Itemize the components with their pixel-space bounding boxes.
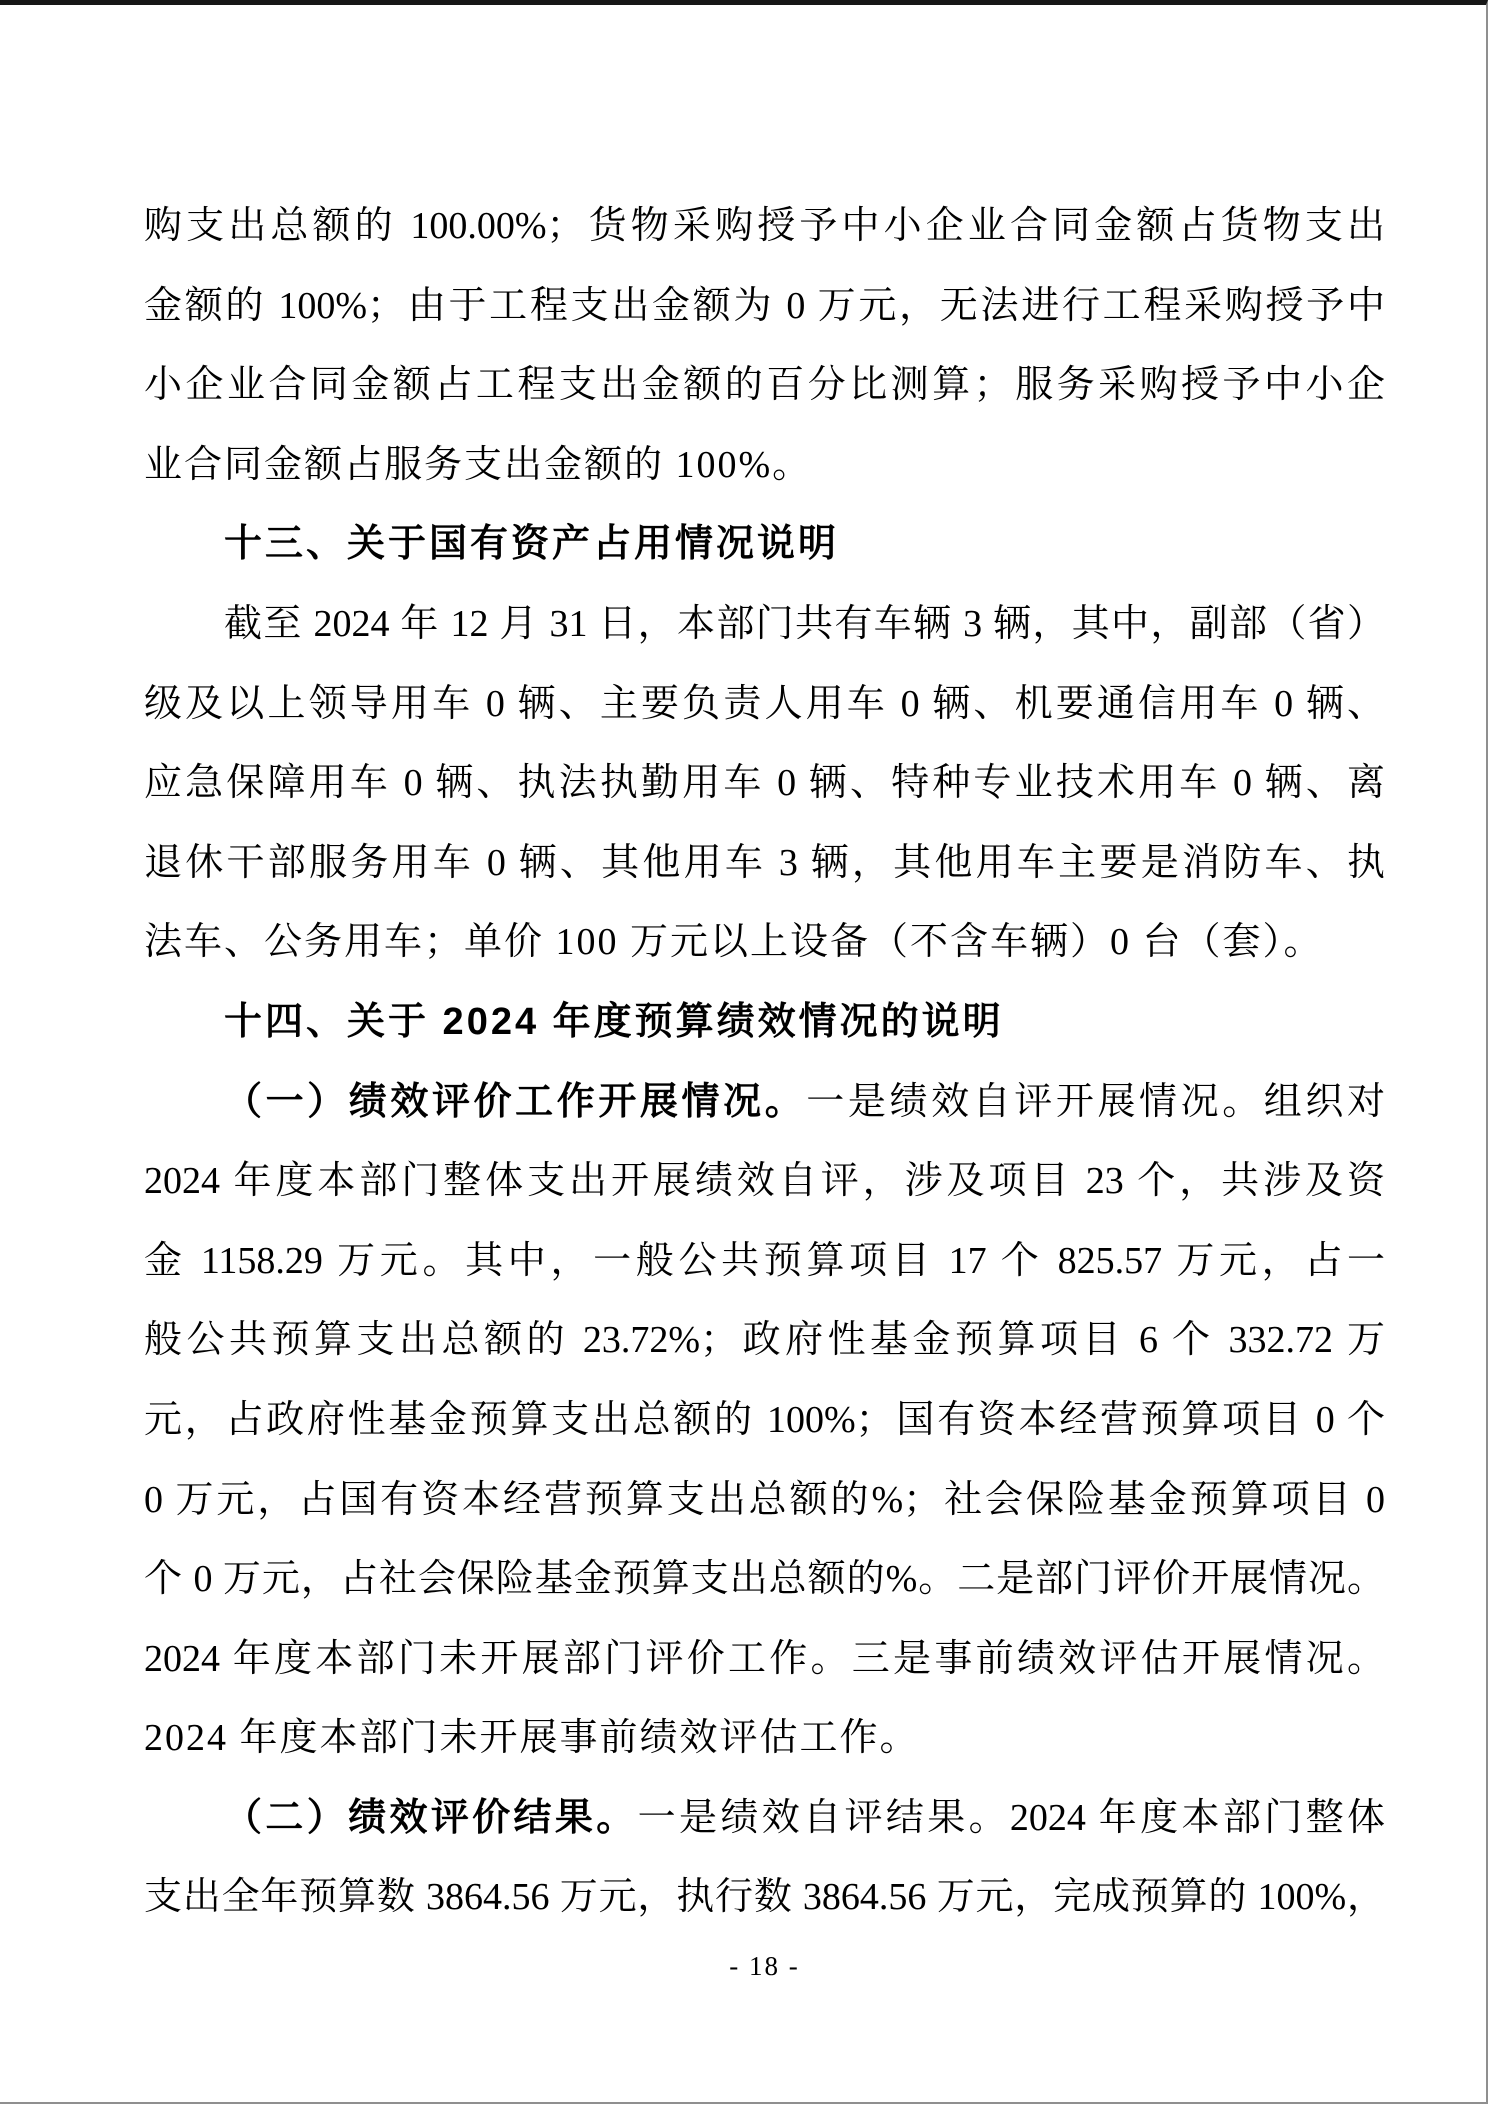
text-line: 金额的 100%；由于工程支出金额为 0 万元，无法进行工程采购授予中 (144, 284, 1385, 327)
bold-run: （一）绩效评价工作开展情况。 (224, 1080, 807, 1123)
text-line (144, 1779, 1385, 1859)
text-line: 0 万元，占国有资本经营预算支出总额的%；社会保险基金预算项目 0 (144, 1478, 1385, 1521)
bold-run: （二）绩效评价结果。 (224, 1796, 638, 1839)
section-heading-14: 十四、关于 2024 年度预算绩效情况的说明 (224, 1000, 1004, 1043)
text-line: 截至 2024 年 12 月 31 日，本部门共有车辆 3 辆，其中，副部（省） (224, 602, 1385, 645)
text-line: 小企业合同金额占工程支出金额的百分比测算；服务采购授予中小企 (144, 364, 1385, 407)
text-line: 金 1158.29 万元。其中，一般公共预算项目 17 个 825.57 万元，占一 (144, 1239, 1385, 1282)
page-number: - 18 - (729, 1951, 800, 1981)
text-run: 一是绩效自评开展情况。组织对 (806, 1080, 1385, 1123)
text-line: 应急保障用车 0 辆、执法执勤用车 0 辆、特种专业技术用车 0 辆、离 (144, 762, 1385, 805)
text-line: 业合同金额占服务支出金额的 100%。 (144, 443, 813, 486)
text-line: 般公共预算支出总额的 23.72%；政府性基金预算项目 6 个 332.72 万 (144, 1319, 1385, 1362)
text-line: 退休干部服务用车 0 辆、其他用车 3 辆，其他用车主要是消防车、执 (144, 841, 1385, 884)
text-line: 元，占政府性基金预算支出总额的 100%；国有资本经营预算项目 0 个 (144, 1398, 1385, 1441)
text-line: 购支出总额的 100.00%；货物采购授予中小企业合同金额占货物支出 (144, 205, 1385, 247)
section-heading-13: 十三、关于国有资产占用情况说明 (224, 523, 840, 566)
text-line (144, 1063, 1385, 1143)
text-line: 2024 年度本部门整体支出开展绩效自评，涉及项目 23 个，共涉及资 (144, 1160, 1385, 1203)
text-line: 级及以上领导用车 0 辆、主要负责人用车 0 辆、机要通信用车 0 辆、 (144, 682, 1385, 725)
document-body (144, 187, 1385, 1938)
text-line: 个 0 万元，占社会保险基金预算支出总额的%。二是部门评价开展情况。 (144, 1558, 1385, 1601)
text-line: 2024 年度本部门未开展事前绩效评估工作。 (144, 1717, 920, 1760)
text-run: 一是绩效自评结果。2024 年度本部门整体 (637, 1796, 1385, 1839)
text-line: 支出全年预算数 3864.56 万元，执行数 3864.56 万元，完成预算的 100%， (144, 1876, 1385, 1919)
text-line: 法车、公务用车；单价 100 万元以上设备（不含车辆）0 台（套）。 (144, 921, 1324, 964)
text-line: 2024 年度本部门未开展部门评价工作。三是事前绩效评估开展情况。 (144, 1637, 1385, 1680)
